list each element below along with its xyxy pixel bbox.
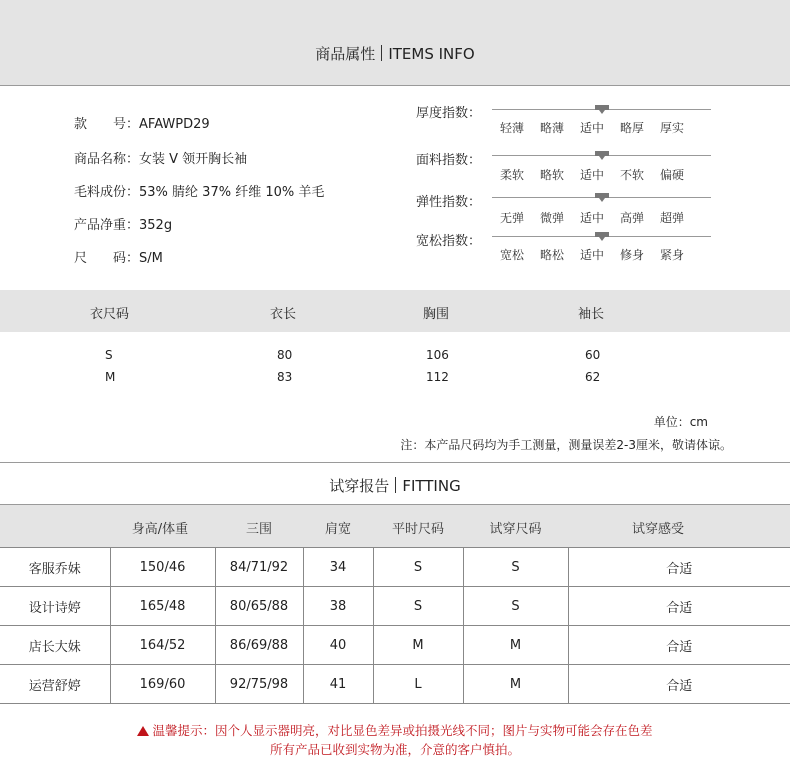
size-cell: 83 (277, 370, 293, 384)
table-row (0, 626, 790, 665)
fit-cell: L (373, 665, 463, 704)
table-row (0, 665, 790, 704)
fit-cell-person: 客服乔妹 (0, 548, 110, 587)
fit-cell: 84/71/92 (215, 548, 303, 587)
fit-cell: M (463, 665, 568, 704)
index-fit-label: 宽松指数： (416, 234, 482, 249)
index-elasticity-marker (595, 193, 609, 198)
warning-triangle-icon (137, 726, 149, 736)
info-item-code: 款 号：AFAWPD29 (74, 117, 210, 132)
size-header-length: 衣长 (270, 307, 297, 322)
fit-header-usual-size: 平时尺码 (391, 522, 444, 537)
fit-header-measurements: 三围 (245, 522, 272, 537)
size-cell: 112 (426, 370, 449, 384)
fit-cell-person: 店长大妹 (0, 626, 110, 665)
size-cell: S (105, 348, 113, 362)
size-header-size: 衣尺码 (90, 307, 130, 322)
size-cell: 106 (426, 348, 449, 362)
items-info-title-cn: 商品属性 (315, 45, 376, 63)
index-fit-marker (595, 232, 609, 237)
fit-cell: S (373, 587, 463, 626)
index-fit-options: 宽松 略松 适中 修身 紧身 (499, 248, 684, 262)
info-item-name: 商品名称：女装 V 领开胸长袖 (74, 152, 248, 167)
title-separator (395, 477, 396, 493)
index-elasticity-options: 无弹 微弹 适中 高弹 超弹 (499, 211, 684, 225)
items-info-title (0, 43, 790, 64)
fit-cell: 34 (303, 548, 373, 587)
fit-cell: 80/65/88 (215, 587, 303, 626)
info-material: 毛料成份：53% 腈纶 37% 纤维 10% 羊毛 (74, 185, 325, 200)
table-row (0, 587, 790, 626)
fit-cell-person: 运营舒婷 (0, 665, 110, 704)
fit-cell: 合适 (568, 587, 790, 626)
index-thickness-marker (595, 105, 609, 110)
fit-cell: 86/69/88 (215, 626, 303, 665)
fit-cell: 40 (303, 626, 373, 665)
size-cell: M (105, 370, 116, 384)
index-fabric-label: 面料指数： (416, 153, 482, 168)
fit-header-shoulder: 肩宽 (324, 522, 351, 537)
fitting-title-en: FITTING (402, 477, 461, 495)
fitting-table (0, 547, 790, 704)
size-header-chest: 胸围 (423, 307, 450, 322)
fit-cell: 164/52 (110, 626, 215, 665)
fit-header-feeling: 试穿感受 (631, 522, 684, 537)
fit-cell: 165/48 (110, 587, 215, 626)
index-elasticity-label: 弹性指数： (416, 195, 482, 210)
fit-cell: M (463, 626, 568, 665)
items-info-title-en: ITEMS INFO (388, 45, 475, 63)
notice-line-2: 所有产品已收到实物为准，介意的客户慎拍。 (269, 742, 520, 757)
fit-cell: M (373, 626, 463, 665)
fitting-title (0, 475, 790, 496)
size-note: 注：本产品尺码均为手工测量，测量误差2-3厘米，敬请体谅。 (400, 438, 732, 452)
fit-cell: S (463, 548, 568, 587)
fitting-title-cn: 试穿报告 (329, 477, 390, 495)
index-thickness-label: 厚度指数： (416, 106, 482, 121)
fit-cell: 合适 (568, 626, 790, 665)
size-header-sleeve: 袖长 (578, 307, 605, 322)
info-size: 尺 码：S/M (74, 251, 163, 266)
fit-cell: 169/60 (110, 665, 215, 704)
table-row (0, 548, 790, 587)
fit-cell: 41 (303, 665, 373, 704)
index-fabric-options: 柔软 略软 适中 不软 偏硬 (499, 168, 684, 182)
fit-header-tried-size: 试穿尺码 (489, 522, 542, 537)
fit-cell: S (463, 587, 568, 626)
fit-cell: S (373, 548, 463, 587)
size-cell: 80 (277, 348, 293, 362)
size-cell: 60 (585, 348, 601, 362)
fitting-top-divider (0, 462, 790, 463)
fit-header-height-weight: 身高/体重 (131, 522, 189, 537)
index-fabric-marker (595, 151, 609, 156)
fit-cell: 92/75/98 (215, 665, 303, 704)
info-weight: 产品净重：352g (74, 218, 173, 233)
size-unit: 单位：cm (653, 415, 708, 429)
fit-cell-person: 设计诗婷 (0, 587, 110, 626)
fit-cell: 合适 (568, 665, 790, 704)
title-separator (381, 45, 382, 61)
fit-cell: 合适 (568, 548, 790, 587)
fit-cell: 38 (303, 587, 373, 626)
notice-line-1: 温馨提示：因个人显示器明亮，对比显色差异或拍摄光线不同；图片与实物可能会存在色差 (0, 721, 790, 739)
fit-cell: 150/46 (110, 548, 215, 587)
index-thickness-options: 轻薄 略薄 适中 略厚 厚实 (499, 121, 684, 135)
size-cell: 62 (585, 370, 601, 384)
